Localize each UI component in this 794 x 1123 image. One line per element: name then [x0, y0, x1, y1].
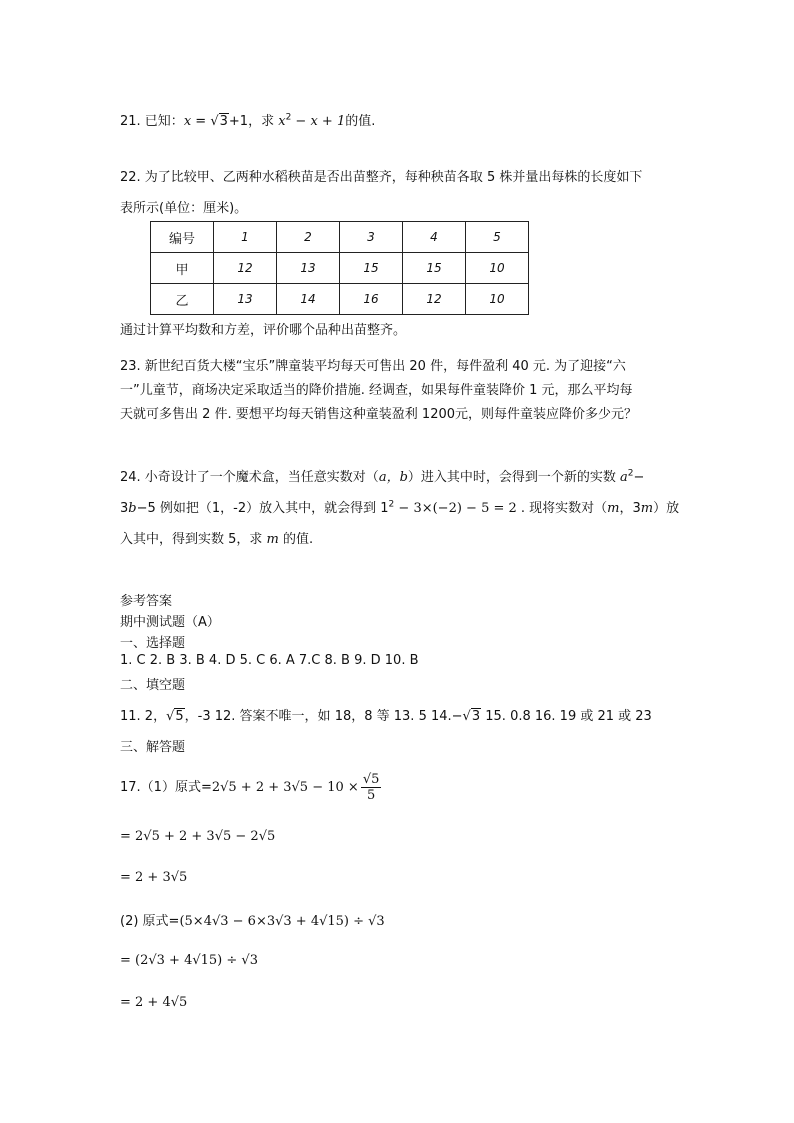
table-cell: 13 [214, 284, 277, 315]
q24-exponent: 2 [627, 468, 634, 479]
q24-line-2 [120, 497, 679, 516]
seedling-table [150, 221, 529, 315]
solution-17-step: = (2√3 + 4√15) ÷ √3 [120, 953, 258, 968]
q24-exponent: 2 [388, 499, 395, 510]
solution-expr: (5×4√3 − 6×3√3 + 4√15) ÷ √3 [179, 914, 385, 929]
q24-text: . 现将实数对（ [516, 501, 608, 516]
table-header-row [151, 222, 529, 253]
q21-var-x: x [183, 114, 192, 129]
q21-radicand: 3 [219, 114, 228, 129]
fill-radical: √5 [166, 709, 184, 724]
fill-radical: √3 [462, 709, 481, 724]
answers-title: 参考答案 [120, 594, 173, 609]
fill-answers [120, 705, 652, 724]
q24-pair-ab: a，b [378, 470, 408, 485]
solution-label: (2) 原式= [120, 914, 180, 929]
table-row [151, 284, 529, 315]
fill-radicand: 3 [471, 709, 481, 724]
q24-text: ，3 [619, 501, 641, 516]
table-header-cell: 3 [340, 222, 403, 253]
q24-text: 24. 小奇设计了一个魔术盒，当任意实数对（ [120, 470, 379, 485]
q22-line-2: 表所示(单位：厘米)。 [120, 201, 248, 216]
fill-radicand: 5 [175, 709, 184, 724]
q21-exponent: 2 [285, 112, 292, 123]
section-fill: 二、填空题 [120, 678, 186, 693]
fill-text: 15. 0.8 16. 19 或 21 或 23 [481, 709, 652, 724]
fill-text: 11. 2， [120, 709, 167, 724]
solution-17-step: = 2 + 4√5 [120, 995, 188, 1010]
q24-minus: − [633, 470, 645, 485]
question-21 [120, 110, 375, 129]
q21-expr-rest: − x + 1 [291, 114, 346, 129]
solution-label: 17.（1）原式= [120, 780, 212, 795]
table-cell: 16 [340, 284, 403, 315]
q21-prefix: 21. 已知： [120, 114, 184, 129]
q24-text: 3 [120, 501, 129, 516]
q21-plus-one: +1 [228, 114, 249, 129]
q21-expr-x: x [278, 114, 286, 129]
q21-suffix: 的值. [345, 114, 376, 129]
solution-17-1 [120, 772, 381, 803]
q22-after: 通过计算平均数和方差，评价哪个品种出苗整齐。 [120, 323, 407, 338]
solution-expr: 2√5 + 2 + 3√5 − 10 × [211, 780, 359, 795]
table-cell: 甲 [151, 253, 214, 284]
solution-17-2 [120, 910, 385, 929]
table-cell: 12 [214, 253, 277, 284]
choice-answers: 1. C 2. B 3. B 4. D 5. C 6. A 7.C 8. B 9. D 10. B [120, 653, 419, 668]
q24-line-3 [120, 528, 313, 547]
q24-var-a: a [620, 470, 628, 485]
table-cell: 15 [403, 253, 466, 284]
table-header-cell: 4 [403, 222, 466, 253]
fill-text: ，-3 12. 答案不唯一，如 18，8 等 13. 5 14.− [184, 709, 463, 724]
table-cell: 乙 [151, 284, 214, 315]
table-cell: 13 [277, 253, 340, 284]
q24-line-1 [120, 466, 644, 485]
q24-var-m: m [640, 501, 654, 516]
q24-text: 的值. [278, 532, 314, 547]
q24-text: 入其中，得到实数 5，求 [120, 532, 267, 547]
q21-radical: √3 [210, 114, 228, 129]
q24-text: ）进入其中时，会得到一个新的实数 [407, 470, 621, 485]
table-cell: 14 [277, 284, 340, 315]
q24-example-eq: − 3×(−2) − 5 = 2 [394, 501, 517, 516]
table-cell: 12 [403, 284, 466, 315]
table-header-cell: 1 [214, 222, 277, 253]
solution-17-step: = 2 + 3√5 [120, 870, 188, 885]
q24-var-b: b [128, 501, 137, 516]
table-cell: 15 [340, 253, 403, 284]
q24-var-m: m [607, 501, 620, 516]
q24-text: −5 例如把（1，-2）放入其中，就会得到 1 [136, 501, 389, 516]
solution-fraction [361, 772, 382, 803]
answers-subtitle: 期中测试题（A） [120, 615, 220, 630]
q21-mid: ，求 [248, 114, 279, 129]
q21-eq: = [191, 114, 211, 129]
fraction-numerator: √5 [362, 772, 380, 787]
table-cell: 10 [466, 284, 529, 315]
table-header-cell: 5 [466, 222, 529, 253]
q22-line-1: 22. 为了比较甲、乙两种水稻秧苗是否出苗整齐，每种秧苗各取 5 株并量出每株的长度如下 [120, 170, 643, 185]
solution-17-step: = 2√5 + 2 + 3√5 − 2√5 [120, 829, 276, 844]
table-header-cell: 编号 [151, 222, 214, 253]
q23-line-2: 一”儿童节，商场决定采取适当的降价措施. 经调查，如果每件童装降价 1 元，那么平均每 [120, 383, 633, 398]
table-row [151, 253, 529, 284]
table-header-cell: 2 [277, 222, 340, 253]
q23-line-1: 23. 新世纪百货大楼“宝乐”牌童装平均每天可售出 20 件，每件盈利 40 元. 为了迎接“六 [120, 359, 626, 374]
section-solve: 三、解答题 [120, 740, 186, 755]
fraction-denominator: 5 [366, 788, 376, 803]
q24-text: ）放 [653, 501, 680, 516]
table-cell: 10 [466, 253, 529, 284]
q23-line-3: 天就可多售出 2 件. 要想平均每天销售这种童装盈利 1200元，则每件童装应降价多少元？ [120, 407, 638, 422]
q24-var-m: m [266, 532, 279, 547]
section-choice: 一、选择题 [120, 636, 186, 651]
